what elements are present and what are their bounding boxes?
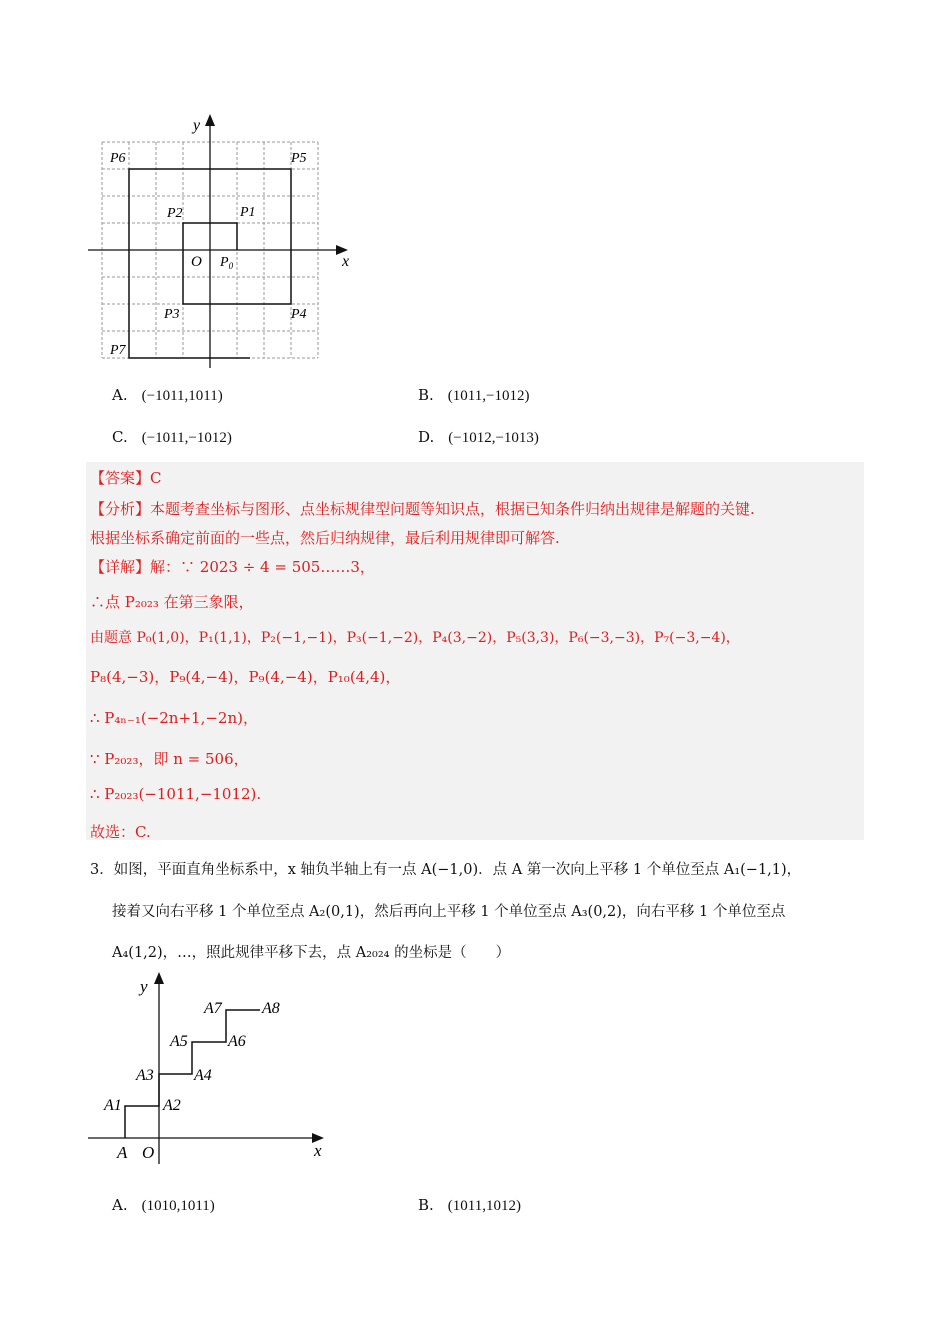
q3-text-line-2: 接着又向右平移 1 个单位至点 A₂(0,1)，然后再向上平移 1 个单位至点 A₃(0,2)，向右平移 1 个单位至点	[112, 904, 786, 920]
analysis-line-1	[90, 498, 755, 519]
detail-line-1	[90, 556, 375, 577]
label-P5	[290, 151, 307, 166]
figure1-y-label: y	[193, 117, 201, 134]
q2-option-d-value: (−1012,−1013)	[448, 430, 539, 446]
label-P6	[109, 151, 126, 166]
figure1-x-label: x	[342, 253, 350, 270]
q3-text-line-3: A₄(1,2)，…，照此规律平移下去，点 A₂₀₂₄ 的坐标是（ ）	[112, 945, 511, 961]
answer-value: C	[150, 469, 162, 487]
label-P0-text: 0	[228, 261, 234, 271]
label-A3: A3	[136, 1067, 154, 1084]
detail-tag: 【详解】	[90, 558, 151, 576]
q2-option-c[interactable]	[112, 428, 232, 447]
q3-option-a[interactable]	[112, 1196, 215, 1215]
label-A6: A6	[228, 1033, 246, 1050]
analysis-line-2: 根据坐标系确定前面的一些点，然后归纳规律，最后利用规律即可解答.	[90, 529, 560, 547]
detail-line-3: 由题意 P₀(1,0)，P₁(1,1)，P₂(−1,−1)，P₃(−1,−2)，P₄(3,−2)，P₅(3,3)，P₆(−3,−3)，P₇(−3,−4)，	[90, 630, 740, 646]
q3-option-b[interactable]	[418, 1196, 521, 1215]
answer-line	[90, 467, 162, 488]
q3-option-b-label: B.	[418, 1196, 434, 1214]
detail-text-1: 解：∵ 2023 ÷ 4 = 505……3，	[150, 558, 375, 576]
detail-line-2: ∴点 P₂₀₂₃ 在第三象限，	[90, 593, 254, 611]
q2-option-a[interactable]	[112, 386, 223, 405]
y-axis-arrow-2	[154, 972, 164, 984]
label-P7	[109, 343, 127, 358]
label-A1: A1	[104, 1097, 122, 1114]
q2-option-d-label: D.	[418, 428, 435, 446]
q2-option-d[interactable]	[418, 428, 539, 447]
q2-option-a-label: A.	[112, 386, 128, 404]
detail-line-6: ∵ P₂₀₂₃，即 n = 506，	[90, 750, 249, 768]
analysis-tag: 【分析】	[90, 500, 151, 518]
label-A4: A4	[194, 1067, 212, 1084]
label-P3	[163, 307, 180, 322]
label-P1-text: P1	[240, 205, 256, 220]
label-A: A	[117, 1143, 128, 1162]
label-P6-text: P6	[110, 151, 126, 166]
label-P5-text: P5	[291, 151, 307, 166]
label-P2-text: P2	[167, 206, 183, 221]
q3-option-a-value: (1010,1011)	[141, 1198, 215, 1214]
answer-tag: 【答案】	[90, 469, 151, 487]
label-P0: $P_0$	[220, 255, 234, 271]
q3-option-b-value: (1011,1012)	[447, 1198, 521, 1214]
q2-option-b-label: B.	[418, 386, 434, 404]
figure2-origin-label: O	[142, 1143, 155, 1162]
q3-text-line-1: 3．如图，平面直角坐标系中，x 轴负半轴上有一点 A(−1,0)．点 A 第一次向上平移 1 个单位至点 A₁(−1,1)，	[90, 862, 802, 878]
label-A7: A7	[204, 1000, 222, 1017]
figure-spiral-grid	[80, 110, 370, 380]
figure1-origin-label: O	[191, 254, 202, 270]
label-P3-text: P3	[164, 307, 180, 322]
label-P4-text: P4	[291, 307, 307, 322]
figure2-y-label: y	[140, 977, 148, 996]
figure-staircase	[80, 968, 340, 1168]
detail-line-4: P₈(4,−3)，P₉(4,−4)，P₉(4,−4)，P₁₀(4,4)，	[90, 668, 401, 686]
analysis-text-1: 本题考查坐标与图形、点坐标规律型问题等知识点，根据已知条件归纳出规律是解题的关键.	[150, 500, 755, 518]
detail-line-5: ∴ P₄ₙ₋₁(−2n+1,−2n)，	[90, 709, 258, 727]
label-A8: A8	[262, 1000, 280, 1017]
label-A2: A2	[163, 1097, 181, 1114]
q2-option-b-value: (1011,−1012)	[447, 388, 530, 404]
label-P4	[290, 307, 307, 322]
q2-option-b[interactable]	[418, 386, 529, 405]
label-A5: A5	[170, 1033, 188, 1050]
y-axis-arrow	[205, 114, 215, 126]
figure2-x-label: x	[314, 1141, 322, 1160]
q3-option-a-label: A.	[112, 1196, 128, 1214]
q2-option-c-label: C.	[112, 428, 128, 446]
q2-option-a-value: (−1011,1011)	[141, 388, 223, 404]
detail-line-8: 故选：C.	[90, 823, 151, 841]
label-P7-text: P7	[110, 343, 126, 358]
detail-line-7: ∴ P₂₀₂₃(−1011,−1012).	[90, 785, 262, 803]
label-P2	[166, 206, 183, 221]
label-P1	[239, 205, 256, 220]
q2-option-c-value: (−1011,−1012)	[141, 430, 232, 446]
